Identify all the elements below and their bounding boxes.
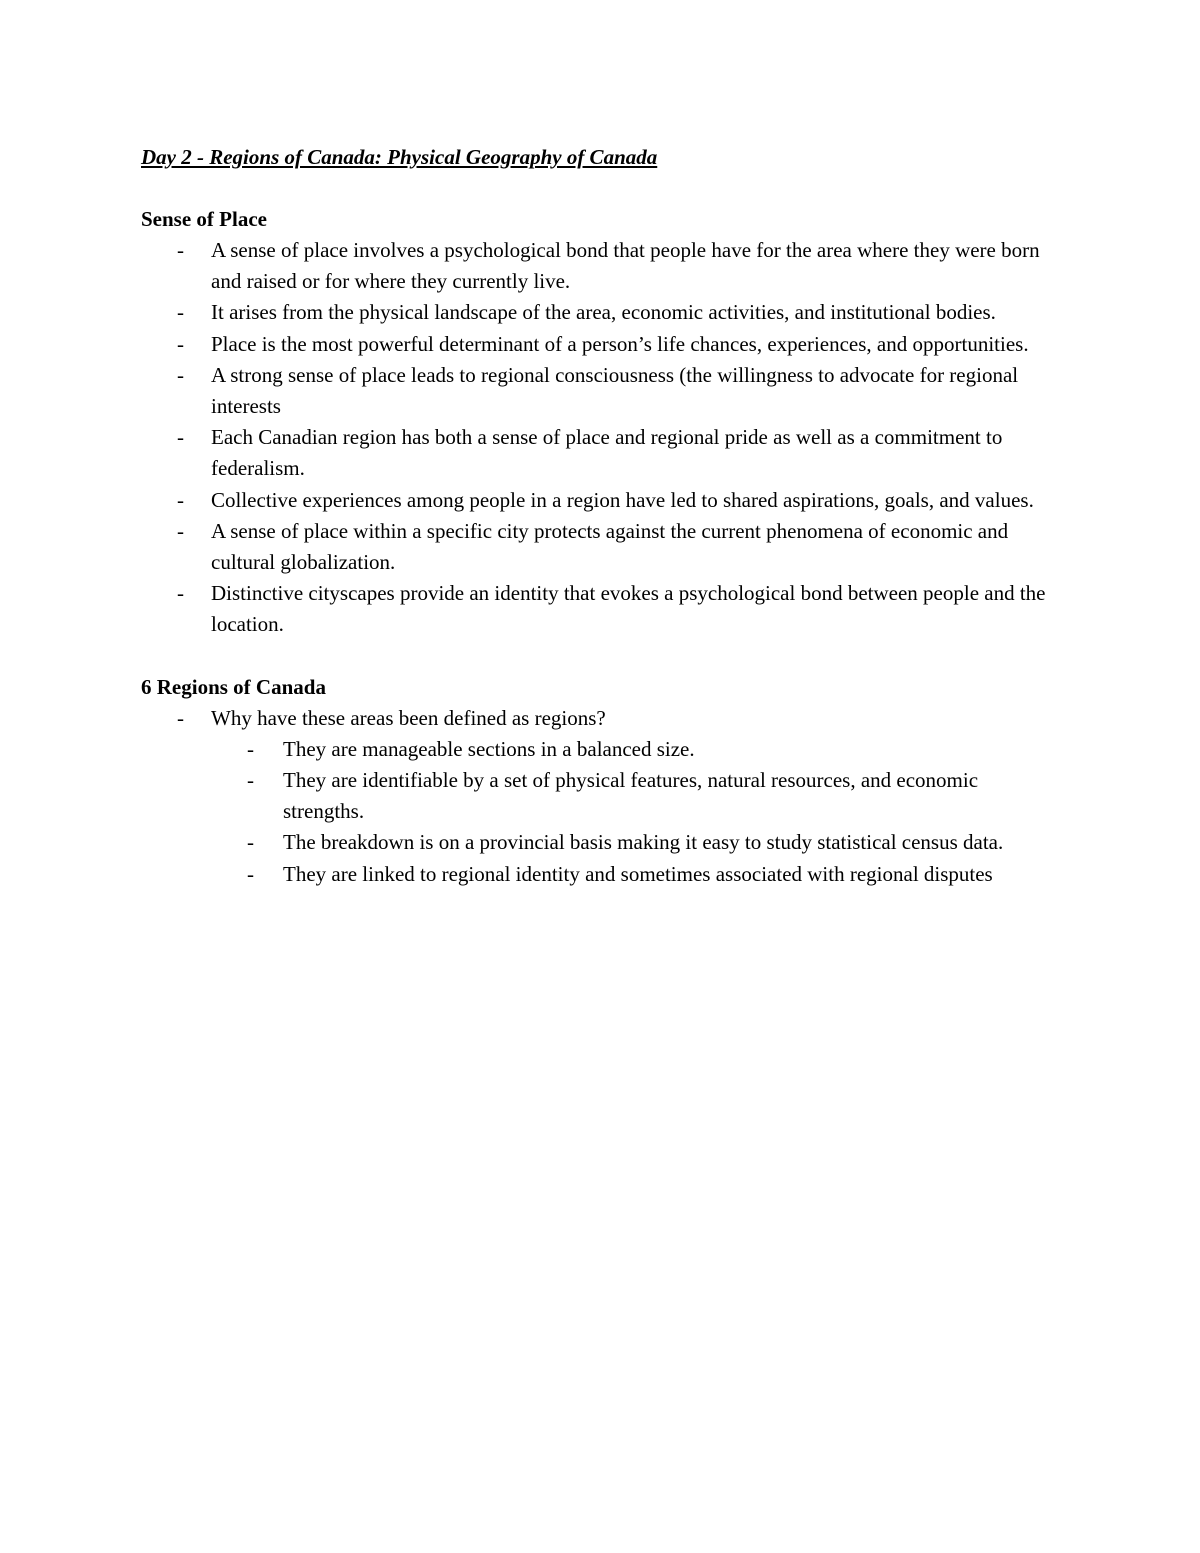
sub-bullet-dash: - xyxy=(247,736,254,761)
bullet-item xyxy=(141,297,1051,328)
sub-bullet-item xyxy=(211,827,1051,858)
sub-bullet-list xyxy=(211,734,1051,890)
bullet-dash: - xyxy=(177,331,184,356)
section-heading: 6 Regions of Canada xyxy=(141,674,326,699)
bullet-dash: - xyxy=(177,705,184,730)
document-title: Day 2 - Regions of Canada: Physical Geography of Canada xyxy=(141,145,658,169)
bullet-text: Distinctive cityscapes provide an identity that evokes a psychological bond between people and the location. xyxy=(211,581,1046,637)
bullet-list xyxy=(141,703,1051,890)
bullet-dash: - xyxy=(177,238,184,262)
bullet-item xyxy=(141,235,1051,297)
bullet-dash: - xyxy=(177,581,184,606)
bullet-dash: - xyxy=(177,362,184,387)
bullet-item xyxy=(141,578,1051,640)
bullet-text: Collective experiences among people in a region have led to shared aspirations, goals, and values. xyxy=(211,487,1034,512)
bullet-item xyxy=(141,516,1051,578)
bullet-text: A sense of place involves a psychological bond that people have for the area where they were born and raised or for where they currently live. xyxy=(211,238,1040,294)
bullet-item xyxy=(141,422,1051,484)
bullet-text: Each Canadian region has both a sense of place and regional pride as well as a commitment to federalism. xyxy=(211,425,1003,481)
sub-bullet-item xyxy=(211,734,1051,765)
sub-bullet-item xyxy=(211,765,1051,827)
bullet-item xyxy=(141,360,1051,422)
section-sense-of-place xyxy=(141,204,1051,641)
bullet-dash: - xyxy=(177,300,184,325)
bullet-dash: - xyxy=(177,425,184,450)
bullet-dash: - xyxy=(177,518,184,543)
sub-bullet-dash: - xyxy=(247,861,254,886)
sub-bullet-dash: - xyxy=(247,830,254,855)
bullet-text: A sense of place within a specific city protects against the current phenomena of economic and cultural globalization. xyxy=(211,518,1009,575)
sub-bullet-text: They are linked to regional identity and sometimes associated with regional disputes xyxy=(283,861,993,886)
bullet-item xyxy=(141,703,1051,890)
bullet-text: Why have these areas been defined as regions? xyxy=(211,705,606,730)
sub-bullet-text: They are identifiable by a set of physical features, natural resources, and economic strengths. xyxy=(283,768,979,824)
bullet-text: Place is the most powerful determinant of a person’s life chances, experiences, and opportunities. xyxy=(211,331,1029,356)
bullet-item xyxy=(141,329,1051,360)
bullet-dash: - xyxy=(177,487,184,512)
bullet-list xyxy=(141,235,1051,641)
bullet-text: A strong sense of place leads to regional consciousness (the willingness to advocate for regional interests xyxy=(211,362,1019,419)
section-six-regions xyxy=(141,672,1051,890)
section-heading: Sense of Place xyxy=(141,207,267,231)
sub-bullet-dash: - xyxy=(247,768,254,793)
sub-bullet-text: The breakdown is on a provincial basis making it easy to study statistical census data. xyxy=(283,830,1004,855)
bullet-text: It arises from the physical landscape of the area, economic activities, and institutional bodies. xyxy=(211,300,996,325)
bullet-item xyxy=(141,485,1051,516)
sub-bullet-item xyxy=(211,859,1051,890)
document-content xyxy=(141,142,1051,921)
sub-bullet-text: They are manageable sections in a balanced size. xyxy=(283,736,695,761)
